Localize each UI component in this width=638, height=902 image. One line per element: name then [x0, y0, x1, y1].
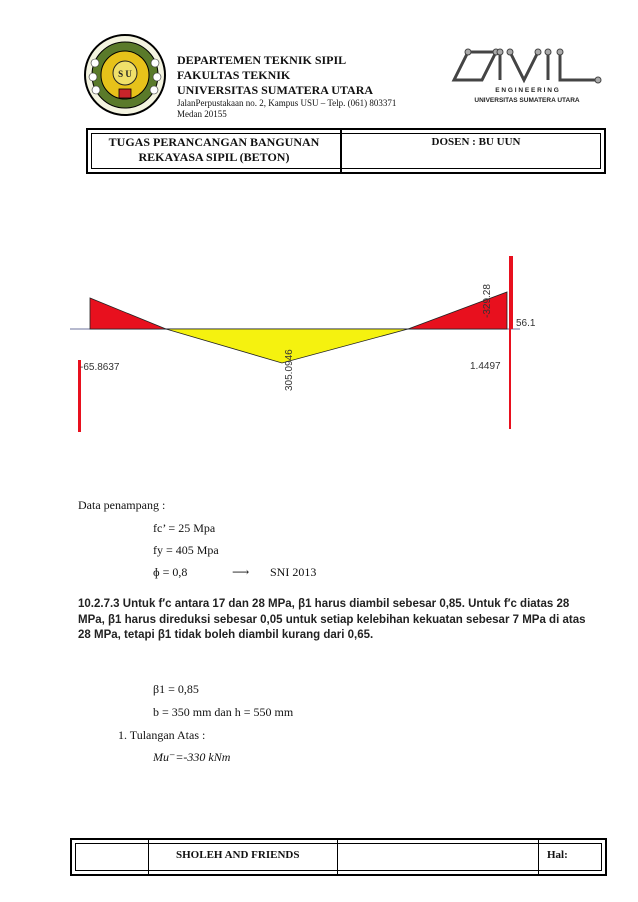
- civil-engineering-logo: [448, 44, 606, 106]
- label-mid-moment: 305.0946: [284, 349, 295, 391]
- civil-sub1: E N G I N E E R I N G: [495, 87, 559, 94]
- civil-sub2: UNIVERSITAS SUMATERA UTARA: [474, 97, 580, 104]
- phi-value: ɸ = 0,8: [153, 565, 188, 579]
- university-name: UNIVERSITAS SUMATERA UTARA: [177, 83, 374, 97]
- title-box: [86, 128, 606, 174]
- task-title: [94, 135, 334, 165]
- logo-center-text: S U: [118, 69, 132, 79]
- faculty-name: FAKULTAS TEKNIK: [177, 68, 291, 82]
- beta-value: β1 = 0,85: [153, 682, 199, 696]
- right-column-bar-top: [509, 256, 513, 329]
- city-text: Medan 20155: [177, 109, 227, 119]
- left-negative-region: [90, 298, 166, 329]
- footer-author: SHOLEH AND FRIENDS: [176, 849, 300, 861]
- sni-clause: 10.2.7.3 Untuk f′c antara 17 dan 28 MPa, β1 harus diambil sebesar 0,85. Untuk f′c diatas 28 MPa, β1 harus direduksi sebesar 0,05 untuk setiap kelebihan kekuatan sebesar 7 MPa di atas 28 MPa, tetapi β1 tidak boleh diambil kurang dari 0,65.: [78, 598, 586, 641]
- label-right-moment: -329.28: [482, 284, 493, 318]
- label-left-moment: -65.8637: [80, 362, 120, 373]
- address-text: JalanPerpustakaan no. 2, Kampus USU – Telp. (061) 803371: [177, 98, 397, 108]
- lecturer-label: DOSEN : BU UUN: [431, 136, 521, 148]
- moment-diagram: [70, 250, 560, 440]
- task-title-line1: TUGAS PERANCANGAN BANGUNAN: [108, 135, 320, 149]
- fy-value: fy = 405 Mpa: [153, 543, 219, 557]
- usu-logo: [83, 33, 167, 117]
- footer-box: [70, 838, 607, 876]
- label-right-bottom: 1.4497: [470, 361, 501, 372]
- department-name: DEPARTEMEN TEKNIK SIPIL: [177, 53, 347, 67]
- mu-value: Mu⁻=-330 kNm: [153, 750, 231, 764]
- label-right-side: 56.1: [516, 318, 536, 329]
- list-item-tulangan-atas: 1. Tulangan Atas :: [118, 728, 206, 742]
- footer-page-label: Hal:: [547, 849, 568, 861]
- section-dimensions: b = 350 mm dan h = 550 mm: [153, 705, 294, 719]
- right-column-bar-bottom: [509, 329, 511, 429]
- sni-reference: SNI 2013: [270, 565, 317, 579]
- task-title-line2: REKAYASA SIPIL (BETON): [138, 150, 290, 164]
- fc-value: fc’ = 25 Mpa: [153, 521, 216, 535]
- data-title: Data penampang :: [78, 498, 166, 512]
- arrow-icon: ⟶: [232, 565, 250, 579]
